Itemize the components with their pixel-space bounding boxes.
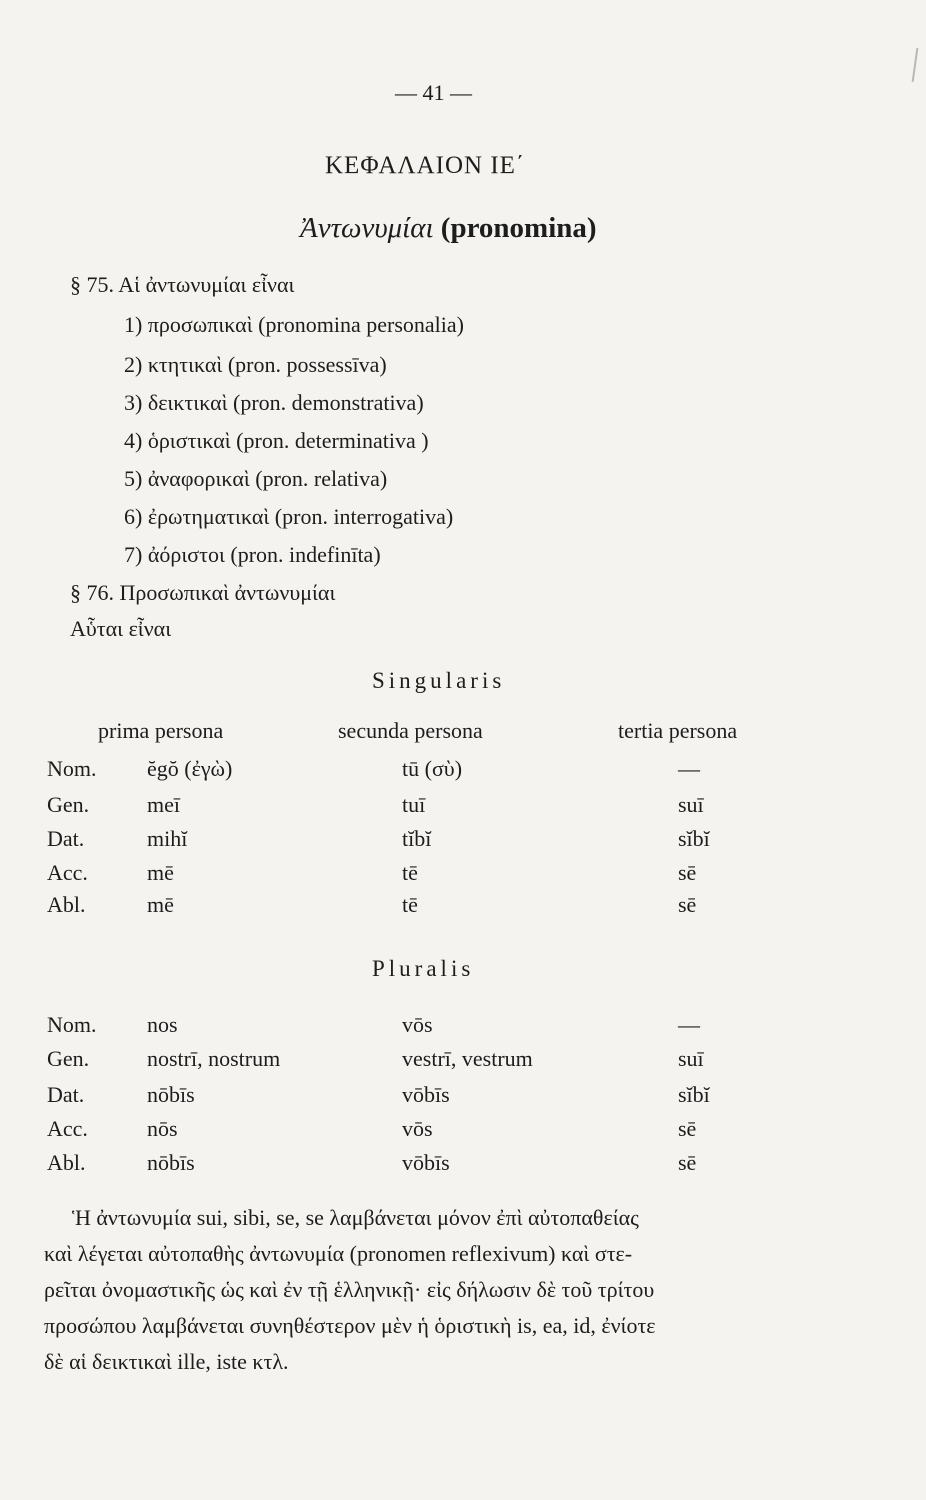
header-secunda: secunda persona: [338, 718, 483, 743]
form-first-person: nōs: [147, 1116, 178, 1141]
case-label: Acc.: [47, 1116, 88, 1141]
form-first-person: nostrī, nostrum: [147, 1046, 281, 1071]
pluralis-heading: Pluralis: [372, 956, 475, 981]
form-third-person: suī: [678, 792, 704, 817]
form-second-person: tuī: [402, 792, 426, 817]
form-third-person: —: [678, 756, 700, 781]
section-76-intro: Αὗται εἶναι: [70, 616, 172, 641]
form-second-person: vōs: [402, 1012, 433, 1037]
list-item: 1) προσωπικαὶ (pronomina personalia): [124, 312, 464, 337]
paragraph-line: Ἡ ἀντωνυμία sui, sibi, se, se λαμβάνεται μόνον ἐπὶ αὐτοπαθείας: [72, 1205, 639, 1230]
form-first-person: meī: [147, 792, 180, 817]
title-greek: Ἀντωνυμίαι: [300, 212, 434, 244]
list-item: 2) κτητικαὶ (pron. possessīva): [124, 352, 387, 377]
form-third-person: —: [678, 1012, 700, 1037]
form-third-person: suī: [678, 1046, 704, 1071]
case-label: Gen.: [47, 792, 90, 817]
form-third-person: sĭbĭ: [678, 1082, 710, 1107]
list-item: 6) ἐρωτηματικαὶ (pron. interrogativa): [124, 504, 454, 529]
list-item: 4) ὁριστικαὶ (pron. determinativa ): [124, 428, 429, 453]
form-second-person: vōbīs: [402, 1082, 450, 1107]
list-item: 3) δεικτικαὶ (pron. demonstrativa): [124, 390, 424, 415]
page-number: — 41 —: [395, 80, 472, 105]
form-second-person: vōbīs: [402, 1150, 450, 1175]
form-third-person: sĭbĭ: [678, 826, 710, 851]
form-first-person: mihĭ: [147, 826, 188, 851]
singularis-heading: Singularis: [372, 668, 506, 693]
form-second-person: tē: [402, 892, 418, 917]
case-label: Acc.: [47, 860, 88, 885]
case-label: Nom.: [47, 756, 97, 781]
section-76-heading: § 76. Προσωπικαὶ ἀντωνυμίαι: [70, 580, 336, 605]
list-item: 5) ἀναφορικαὶ (pron. relativa): [124, 466, 388, 491]
case-label: Abl.: [47, 892, 86, 917]
form-second-person: tū (σὺ): [402, 756, 463, 781]
form-first-person: mē: [147, 860, 174, 885]
title-latin: (pronomina): [440, 212, 597, 244]
form-third-person: sē: [678, 892, 697, 917]
case-label: Gen.: [47, 1046, 90, 1071]
chapter-heading: ΚΕΦΑΛΑΙΟΝ ΙΕ΄: [325, 152, 526, 179]
form-first-person: mē: [147, 892, 174, 917]
case-label: Abl.: [47, 1150, 86, 1175]
form-first-person: nōbīs: [147, 1082, 195, 1107]
paragraph-line: προσώπου λαμβάνεται συνηθέστερον μὲν ἡ ὁριστικὴ is, ea, id, ἐνίοτε: [44, 1313, 656, 1338]
reflexive-paragraph: [44, 1200, 864, 1380]
case-label: Dat.: [47, 826, 85, 851]
form-second-person: tĭbĭ: [402, 826, 432, 851]
paragraph-line: καὶ λέγεται αὐτοπαθὴς ἀντωνυμία (pronomen reflexivum) καὶ στε-: [44, 1241, 633, 1266]
form-first-person: nos: [147, 1012, 178, 1037]
form-first-person: nōbīs: [147, 1150, 195, 1175]
header-prima: prima persona: [98, 718, 224, 743]
paragraph-line: ρεῖται ὀνομαστικῆς ὡς καὶ ἐν τῇ ἑλληνικῇ· εἰς δήλωσιν δὲ τοῦ τρίτου: [44, 1277, 655, 1302]
form-first-person: ĕgŏ (ἐγὼ): [147, 756, 233, 781]
form-third-person: sē: [678, 1150, 697, 1175]
form-third-person: sē: [678, 860, 697, 885]
header-tertia: tertia persona: [618, 718, 738, 743]
case-label: Dat.: [47, 1082, 85, 1107]
paragraph-line: δὲ αἱ δεικτικαὶ ille, iste κτλ.: [44, 1349, 289, 1374]
chapter-title: [300, 212, 597, 245]
form-third-person: sē: [678, 1116, 697, 1141]
case-label: Nom.: [47, 1012, 97, 1037]
form-second-person: tē: [402, 860, 418, 885]
form-second-person: vōs: [402, 1116, 433, 1141]
section-75-heading: § 75. Αἱ ἀντωνυμίαι εἶναι: [70, 272, 295, 297]
form-second-person: vestrī, vestrum: [402, 1046, 533, 1071]
margin-mark: [912, 48, 919, 82]
list-item: 7) ἀόριστοι (pron. indefinīta): [124, 542, 381, 567]
